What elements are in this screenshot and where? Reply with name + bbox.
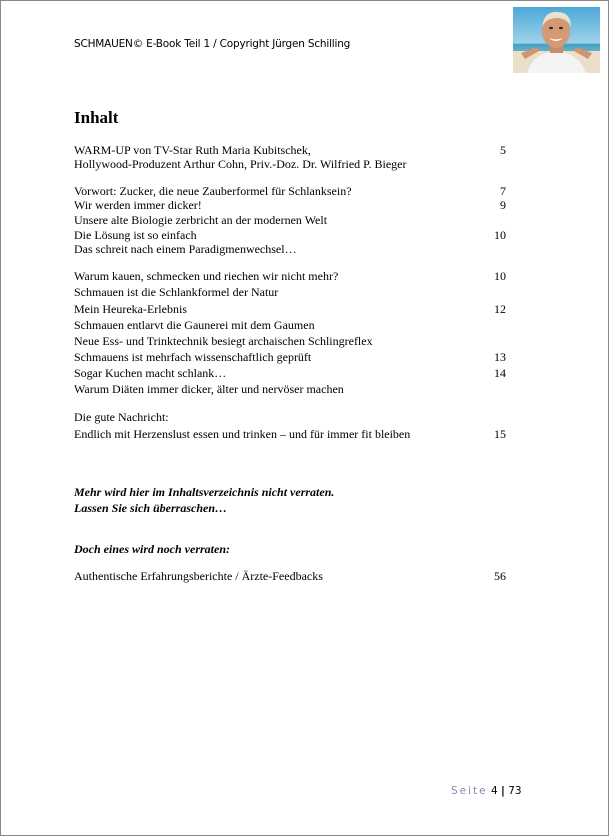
toc-entry-title: Schmauens ist mehrfach wissenschaftlich geprüft	[74, 350, 312, 364]
toc-entry-title: Sogar Kuchen macht schlank…	[74, 366, 227, 380]
toc-entry-title: Hollywood-Produzent Arthur Cohn, Priv.-Doz. Dr. Wilfried P. Bieger	[74, 157, 407, 171]
toc-entry	[74, 409, 506, 425]
toc-entry	[74, 381, 506, 397]
toc-entry	[74, 349, 506, 365]
toc-entry-title: Warum Diäten immer dicker, älter und nervöser machen	[74, 382, 344, 396]
toc-entry	[74, 365, 506, 381]
toc-final-entry	[74, 568, 506, 584]
running-header: SCHMAUEN© E-Book Teil 1 / Copyright Jürgen Schilling	[74, 38, 351, 50]
toc-entry	[74, 241, 506, 257]
author-portrait-photo	[513, 7, 600, 73]
toc-entry-title: Mein Heureka-Erlebnis	[74, 302, 187, 316]
toc-entry-page: 56	[494, 569, 506, 583]
page-footer	[451, 785, 522, 797]
toc-entry-page: 10	[494, 228, 506, 242]
portrait-image	[513, 7, 600, 73]
toc-entry	[74, 333, 506, 349]
toc-entry-title: Schmauen entlarvt die Gaunerei mit dem Gaumen	[74, 318, 315, 332]
footer-page-number: 4	[490, 785, 498, 797]
toc-entry	[74, 156, 506, 172]
toc-entry	[74, 426, 506, 442]
toc-entry-title: Vorwort: Zucker, die neue Zauberformel für Schlanksein?	[74, 184, 352, 198]
teaser-line-2: Lassen Sie sich überraschen…	[74, 501, 228, 515]
toc-entry-title: Endlich mit Herzenslust essen und trinken – und für immer fit bleiben	[74, 427, 411, 441]
toc-entry	[74, 317, 506, 333]
toc-entry	[74, 268, 506, 284]
toc-entry-title: Warum kauen, schmecken und riechen wir nicht mehr?	[74, 269, 339, 283]
toc-entry	[74, 212, 506, 228]
footer-total-pages: 73	[508, 785, 522, 797]
toc-entry-title: Unsere alte Biologie zerbricht an der modernen Welt	[74, 213, 328, 227]
toc-entry-page: 9	[500, 198, 506, 212]
toc-entry-page: 7	[500, 184, 506, 198]
toc-entry-title: Das schreit nach einem Paradigmenwechsel…	[74, 242, 297, 256]
toc-entry-title: WARM-UP von TV-Star Ruth Maria Kubitschek,	[74, 143, 311, 157]
toc-entry-title: Wir werden immer dicker!	[74, 198, 202, 212]
toc-entry-page: 13	[494, 350, 506, 364]
toc-entry-title: Die gute Nachricht:	[74, 410, 169, 424]
toc-entry-title: Authentische Erfahrungsberichte / Ärzte-Feedbacks	[74, 569, 323, 583]
teaser-line-3: Doch eines wird noch verraten:	[74, 542, 230, 556]
footer-separator: |	[501, 785, 505, 797]
toc-entry-page: 5	[500, 143, 506, 157]
teaser-line-1: Mehr wird hier im Inhaltsverzeichnis nicht verraten.	[74, 485, 335, 499]
toc-entry-title: Neue Ess- und Trinktechnik besiegt archaischen Schlingreflex	[74, 334, 373, 348]
toc-entry	[74, 301, 506, 317]
toc-title: Inhalt	[74, 108, 119, 127]
toc-entry-page: 10	[494, 269, 506, 283]
footer-seite-label: Seite	[451, 785, 488, 797]
toc-entry	[74, 197, 506, 213]
toc-entry-page: 14	[494, 366, 506, 380]
toc-entry-title: Die Lösung ist so einfach	[74, 228, 197, 242]
toc-entry-title: Schmauen ist die Schlankformel der Natur	[74, 285, 279, 299]
toc-entry-page: 15	[494, 427, 506, 441]
toc-entry-page: 12	[494, 302, 506, 316]
toc-entry	[74, 284, 506, 300]
